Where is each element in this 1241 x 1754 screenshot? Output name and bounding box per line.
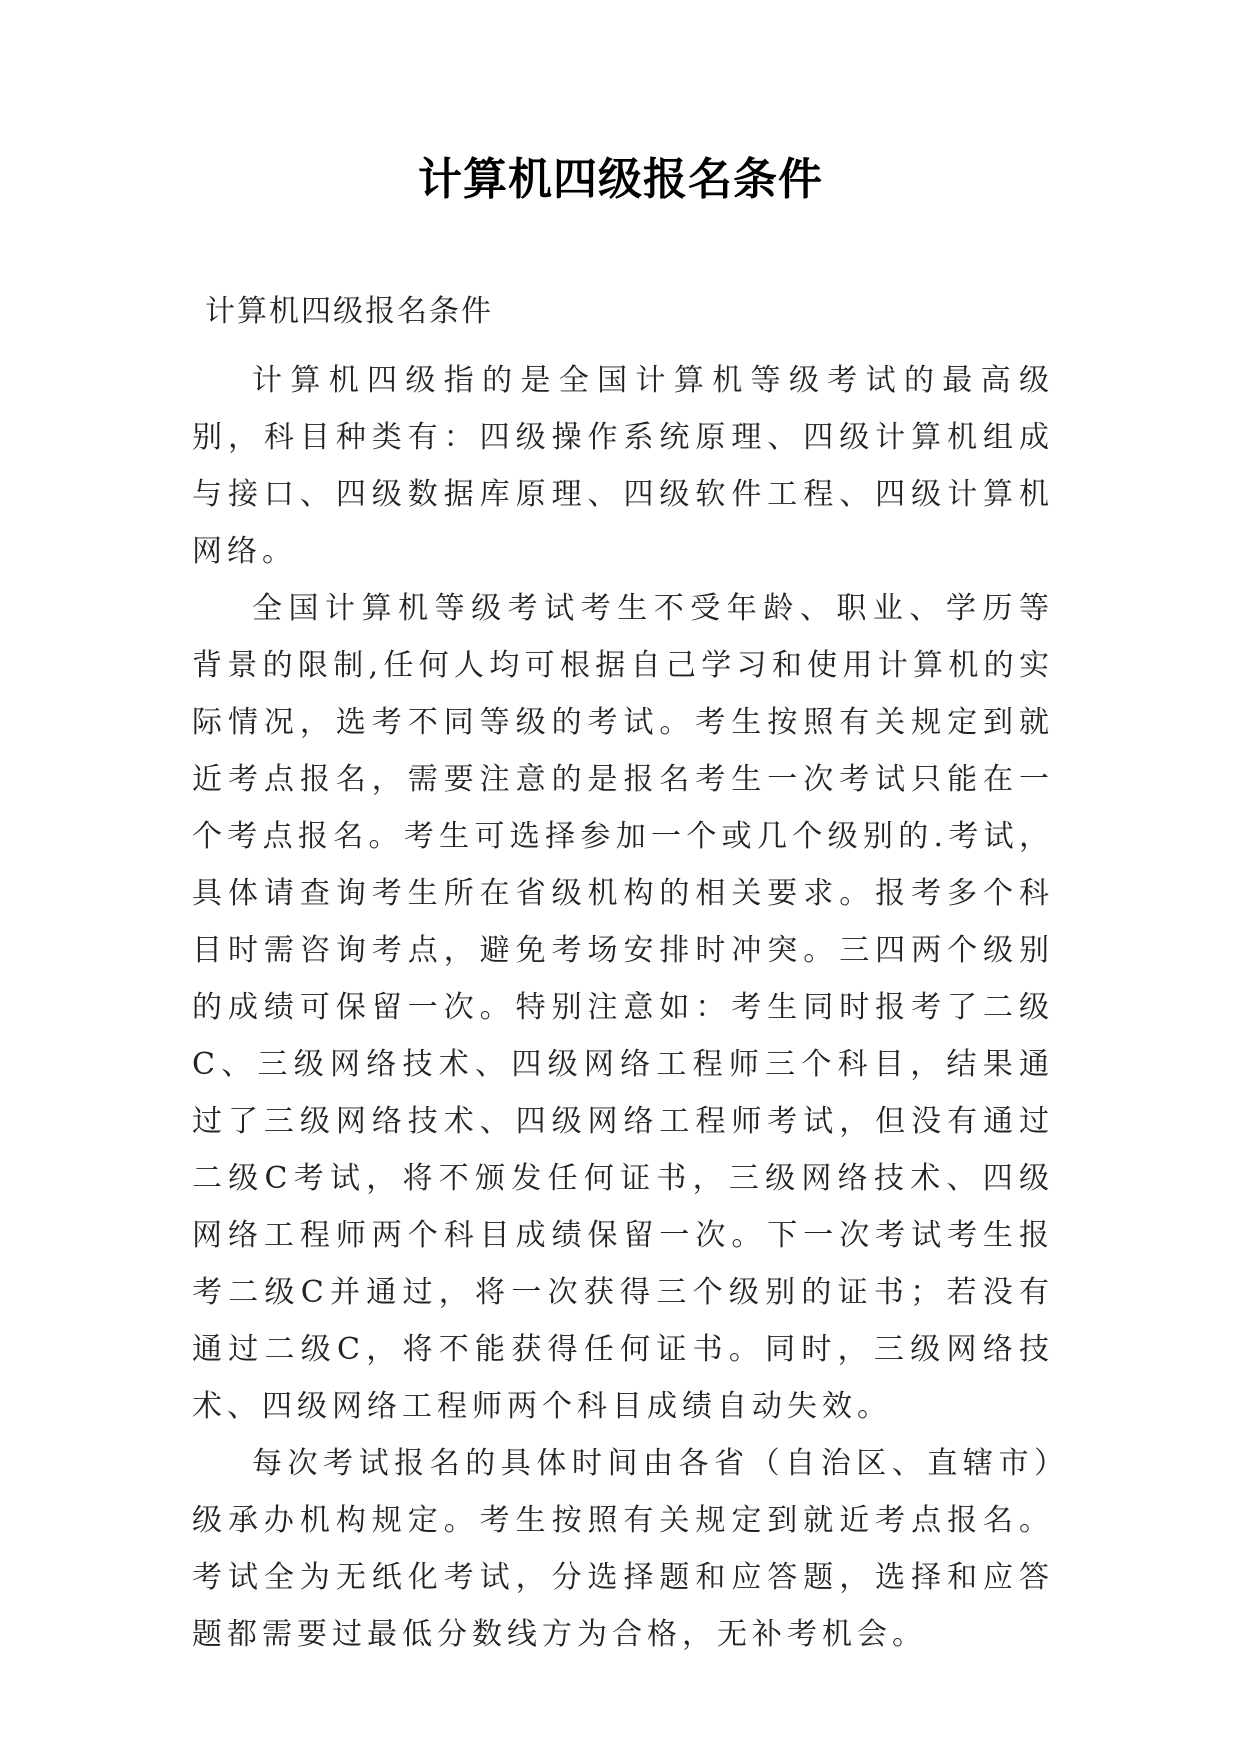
paragraph-intro: 计算机四级指的是全国计算机等级考试的最高级别，科目种类有：四级操作系统原理、四级计算机组成与接口、四级数据库原理、四级软件工程、四级计算机网络。	[192, 363, 1054, 569]
document-body	[192, 352, 1054, 1663]
document-subtitle: 计算机四级报名条件	[205, 294, 493, 329]
document-title: 计算机四级报名条件	[418, 154, 823, 205]
paragraph-exam-timing: 每次考试报名的具体时间由各省（自治区、直辖市）级承办机构规定。考生按照有关规定到就近考点报名。考试全为无纸化考试，分选择题和应答题，选择和应答题都需要过最低分数线方为合格，无补考机会。	[192, 1446, 1054, 1652]
paragraph-registration-rules: 全国计算机等级考试考生不受年龄、职业、学历等背景的限制,任何人均可根据自己学习和使用计算机的实际情况，选考不同等级的考试。考生按照有关规定到就近考点报名，需要注意的是报名考生一次考试只能在一个考点报名。考生可选择参加一个或几个级别的.考试，具体请查询考生所在省级机构的相关要求。报考多个科目时需咨询考点，避免考场安排时冲突。三四两个级别的成绩可保留一次。特别注意如：考生同时报考了二级C、三级网络技术、四级网络工程师三个科目，结果通过了三级网络技术、四级网络工程师考试，但没有通过二级C考试，将不颁发任何证书，三级网络技术、四级网络工程师两个科目成绩保留一次。下一次考试考生报考二级C并通过，将一次获得三个级别的证书；若没有通过二级C，将不能获得任何证书。同时，三级网络技术、四级网络工程师两个科目成绩自动失效。	[192, 591, 1054, 1424]
